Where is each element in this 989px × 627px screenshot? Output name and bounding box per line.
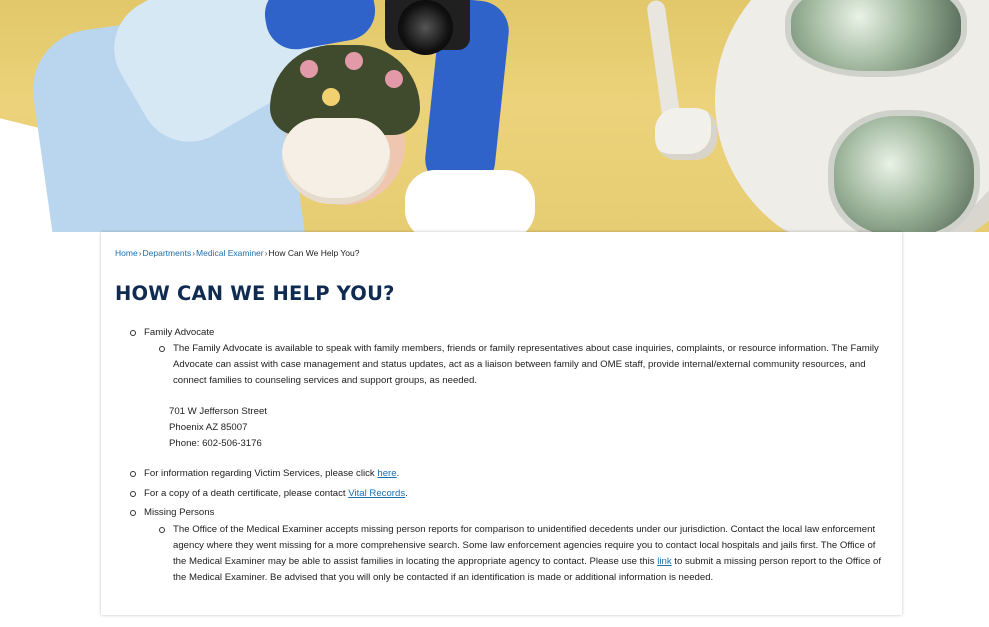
death-certificate-text: For a copy of a death certificate, please contact xyxy=(144,488,349,499)
breadcrumb-current: How Can We Help You? xyxy=(268,248,360,258)
hero-banner-image xyxy=(0,0,989,232)
lamp-handle-shape xyxy=(655,108,717,160)
content-card xyxy=(101,232,902,615)
missing-persons-text: The Office of the Medical Examiner accepts missing person reports for comparison to unidentified decedents under our jurisdiction. Contact the local law enforcement agency where they went missing for a more comprehensive search. Some law enforcement agencies require you to contact local hospitals and jails first. The Office of the Medical Examiner may be able to assist families in locating the appropriate agency to contact. Please use this xyxy=(173,524,876,567)
breadcrumb xyxy=(115,248,360,258)
family-advocate-heading: Family Advocate xyxy=(144,327,215,338)
list-bullet-icon xyxy=(159,346,165,352)
phone-number: Phone: 602-506-3176 xyxy=(169,438,262,449)
list-bullet-icon xyxy=(159,527,165,533)
victim-services-item xyxy=(144,466,399,482)
list-bullet-icon xyxy=(130,330,136,336)
missing-persons-text-after: to submit a missing person report to the Office of the Medical Examiner. Be advised that you will only be contacted if an identification is made or additional information is needed. xyxy=(173,556,882,583)
list-bullet-icon xyxy=(130,510,136,516)
breadcrumb-medical-examiner-link[interactable]: Medical Examiner xyxy=(196,248,264,258)
death-certificate-suffix: . xyxy=(405,488,408,499)
breadcrumb-separator: › xyxy=(138,248,142,258)
breadcrumb-departments-link[interactable]: Departments xyxy=(142,248,192,258)
family-advocate-description: The Family Advocate is available to speak with family members, friends or family representatives about case inquiries, complaints, or resource information. The Family Advocate can assist with case management and status updates, act as a liaison between family and OME staff, provide internal/external community resources, and connect families to counseling services and support groups, as needed. xyxy=(173,343,879,386)
glove-cuff-shape xyxy=(405,170,535,232)
victim-services-link[interactable]: here xyxy=(377,468,397,479)
cap-pattern-dot xyxy=(322,88,340,106)
page-title: HOW CAN WE HELP YOU? xyxy=(115,282,395,305)
breadcrumb-separator: › xyxy=(264,248,268,258)
list-bullet-icon xyxy=(130,471,136,477)
camera-lens-shape xyxy=(398,0,453,55)
cap-pattern-dot xyxy=(300,60,318,78)
list-bullet-icon xyxy=(130,491,136,497)
address-street: 701 W Jefferson Street xyxy=(169,406,267,417)
missing-persons-heading: Missing Persons xyxy=(144,507,215,518)
victim-services-suffix: . xyxy=(396,468,400,479)
lamp-bulb-shape xyxy=(828,110,980,232)
vital-records-link[interactable]: Vital Records xyxy=(348,488,406,499)
cap-pattern-dot xyxy=(385,70,403,88)
victim-services-text: For information regarding Victim Services, please click xyxy=(144,468,378,479)
address-city: Phoenix AZ 85007 xyxy=(169,422,248,433)
cap-pattern-dot xyxy=(345,52,363,70)
death-certificate-item xyxy=(144,486,408,502)
missing-persons-description xyxy=(173,522,889,586)
breadcrumb-separator: › xyxy=(192,248,196,258)
breadcrumb-home-link[interactable]: Home xyxy=(115,248,138,258)
missing-person-report-link[interactable]: link xyxy=(657,556,672,567)
